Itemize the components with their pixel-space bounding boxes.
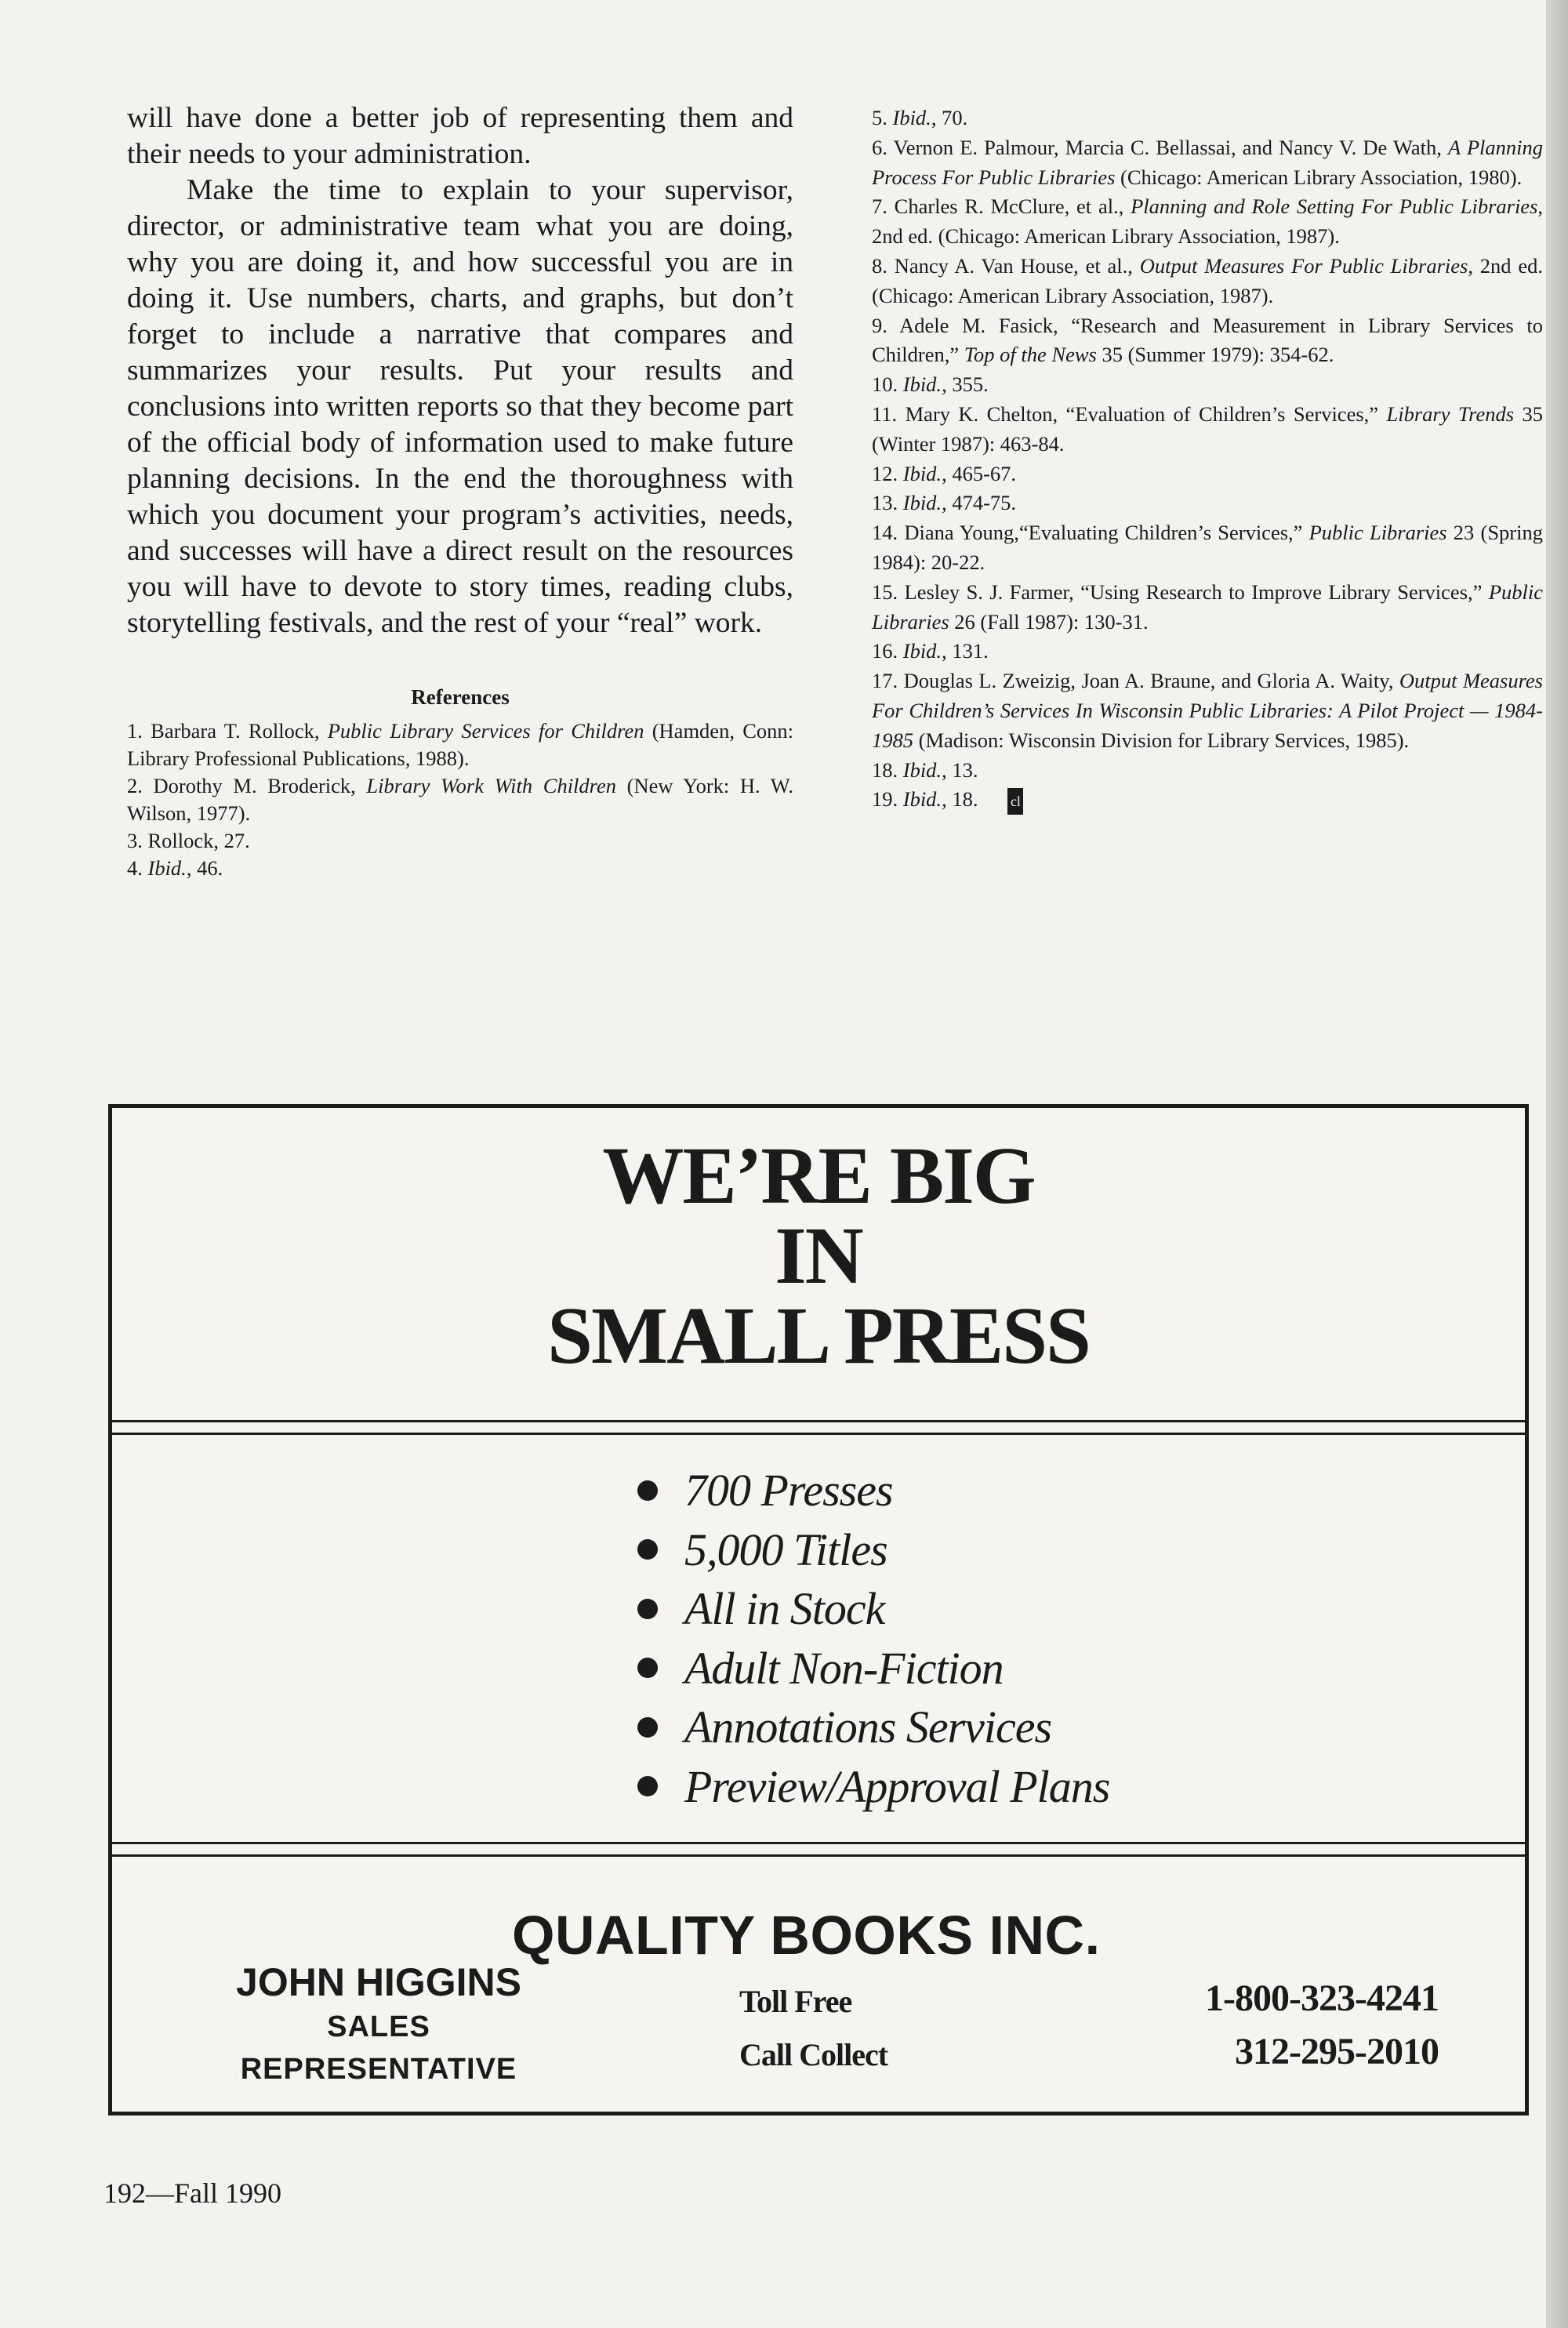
left-column — [127, 100, 793, 882]
reference-text: 35 (Winter 1987): 463-84. — [872, 401, 1543, 456]
reference-number: 9. — [872, 313, 900, 337]
reference-text: (Hamden, Conn: Library Professional Publications, 1988). — [127, 719, 794, 770]
reference-text: Nancy A. Van House, et al., — [894, 253, 1140, 278]
company-name: QUALITY BOOKS INC. — [512, 1905, 1101, 1966]
reference-number: 18. — [872, 757, 903, 782]
divider — [112, 1842, 1525, 1844]
reference-number: 5. — [872, 106, 893, 129]
bullet-icon — [637, 1717, 658, 1738]
reference-text: Lesley S. J. Farmer, “Using Research to Improve Library Services,” — [904, 579, 1489, 604]
reference-text: , 131. — [942, 639, 989, 663]
reference-item — [127, 772, 793, 827]
reference-item — [127, 855, 793, 882]
sales-contact — [198, 1959, 559, 2090]
article-body — [127, 100, 793, 641]
divider — [112, 1433, 1525, 1435]
reference-text: Charles R. McClure, et al., — [894, 194, 1131, 219]
contact-name: JOHN HIGGINS — [236, 1960, 521, 2004]
right-column — [872, 104, 1543, 815]
reference-title: Ibid. — [902, 639, 942, 663]
reference-title: Ibid. — [147, 856, 187, 880]
reference-item — [872, 133, 1543, 193]
reference-item — [872, 400, 1543, 459]
toll-free-label: Toll Free — [739, 1984, 852, 2019]
reference-item — [872, 370, 1543, 400]
reference-item — [872, 666, 1543, 755]
reference-item — [127, 717, 793, 772]
reference-item — [872, 756, 1543, 786]
collect-number: 312-295-2010 — [1235, 2031, 1439, 2072]
reference-text: 35 (Summer 1979): 354-62. — [1096, 343, 1334, 367]
reference-text: , 2nd ed. (Chicago: American Library Association, 1987). — [872, 194, 1544, 249]
references-list — [127, 717, 793, 882]
reference-text: Adele M. Fasick, “Research and Measurement in Library Services to Children,” — [872, 313, 1543, 367]
reference-item — [872, 311, 1543, 371]
reference-title: Public Libraries — [872, 579, 1543, 634]
headline-line: SMALL PRESS — [547, 1291, 1090, 1381]
reference-text: Diana Young,“Evaluating Children’s Services,” — [904, 521, 1309, 545]
reference-text: , 13. — [942, 757, 978, 782]
reference-title: Ibid. — [902, 491, 942, 515]
reference-number: 1. — [127, 719, 151, 743]
reference-number: 10. — [872, 372, 903, 397]
reference-title: Ibid. — [902, 461, 942, 485]
reference-title: Library Work With Children — [366, 774, 617, 797]
paragraph: will have done a better job of representing them and their needs to your administration. — [127, 102, 793, 170]
reference-title: Top of the News — [964, 343, 1097, 367]
reference-text: Barbara T. Rollock, — [151, 719, 328, 743]
feature-list — [637, 1461, 1109, 1816]
reference-number: 11. — [872, 401, 906, 426]
reference-number: 12. — [872, 461, 903, 485]
reference-title: Public Library Services for Children — [327, 719, 644, 743]
headline-line: WE’RE BIG — [602, 1131, 1035, 1221]
references-list-continued — [872, 104, 1543, 815]
headline-line: IN — [775, 1211, 862, 1301]
bullet-icon — [637, 1539, 658, 1560]
phone-labels — [739, 1975, 887, 2082]
reference-number: 16. — [872, 639, 903, 663]
page-folio: 192—Fall 1990 — [103, 2177, 282, 2209]
reference-text: Dorothy M. Broderick, — [153, 774, 367, 797]
reference-text: Vernon E. Palmour, Marcia C. Bellassai, and Nancy V. De Wath, — [893, 135, 1448, 159]
divider — [112, 1420, 1525, 1422]
reference-number: 19. — [872, 787, 903, 812]
toll-free-number: 1-800-323-4241 — [1205, 1978, 1439, 2019]
bullet-icon — [637, 1776, 658, 1796]
reference-title: Public Libraries — [1308, 521, 1447, 545]
reference-number: 7. — [872, 194, 895, 219]
reference-number: 4. — [127, 856, 148, 880]
reference-item — [872, 192, 1543, 252]
feature-item: 700 Presses — [637, 1461, 1109, 1520]
reference-item — [872, 104, 1543, 133]
feature-item: Preview/Approval Plans — [637, 1757, 1109, 1817]
bullet-icon — [637, 1658, 658, 1678]
reference-number: 14. — [872, 521, 905, 545]
reference-text: Rollock, 27. — [147, 829, 250, 852]
reference-text: , 474-75. — [942, 491, 1017, 515]
reference-text: 23 (Spring 1984): 20-22. — [872, 521, 1543, 574]
end-mark-icon: cl — [1007, 788, 1023, 815]
reference-item — [127, 827, 793, 855]
reference-text: Douglas L. Zweizig, Joan A. Braune, and Gloria A. Waity, — [903, 669, 1399, 693]
reference-item — [872, 785, 1543, 815]
reference-title: Output Measures For Public Libraries — [1139, 253, 1468, 278]
reference-text: (Madison: Wisconsin Division for Library Services, 1985). — [913, 728, 1410, 752]
phone-numbers — [1205, 1972, 1439, 2079]
reference-title: Library Trends — [1386, 401, 1515, 426]
reference-text: , 355. — [942, 372, 989, 397]
reference-text: , 465-67. — [942, 461, 1017, 485]
contact-title: REPRESENTATIVE — [240, 2053, 517, 2086]
reference-item — [872, 578, 1543, 637]
feature-item: Annotations Services — [637, 1698, 1109, 1757]
collect-label: Call Collect — [739, 2037, 888, 2072]
bullet-icon — [637, 1599, 658, 1619]
divider — [112, 1854, 1525, 1857]
reference-number: 15. — [872, 579, 905, 604]
ad-headline — [112, 1131, 1525, 1381]
reference-number: 6. — [872, 135, 894, 159]
reference-item — [872, 637, 1543, 666]
reference-text: , 46. — [186, 856, 223, 880]
reference-item — [872, 488, 1543, 518]
feature-item: 5,000 Titles — [637, 1520, 1109, 1580]
reference-text: (Chicago: American Library Association, 1980). — [1115, 165, 1523, 189]
reference-title: Ibid. — [902, 372, 942, 397]
reference-number: 3. — [127, 829, 148, 852]
reference-number: 8. — [872, 253, 895, 278]
feature-item: All in Stock — [637, 1579, 1109, 1639]
reference-number: 13. — [872, 491, 903, 515]
reference-title: Output Measures For Children’s Services In Wisconsin Public Libraries: A Pilot Project — 1984-1985 — [872, 669, 1543, 752]
reference-title: Ibid. — [892, 106, 931, 129]
reference-number: 2. — [127, 774, 154, 797]
reference-text: (New York: H. W. Wilson, 1977). — [127, 774, 793, 825]
reference-item — [872, 459, 1543, 489]
feature-item: Adult Non-Fiction — [637, 1639, 1109, 1698]
reference-text: , 18. — [942, 787, 978, 812]
reference-text: , 2nd ed. (Chicago: American Library Association, 1987). — [872, 253, 1544, 307]
reference-title: Ibid. — [902, 757, 942, 782]
reference-text: 26 (Fall 1987): 130-31. — [949, 609, 1149, 634]
page-edge — [1546, 0, 1568, 2328]
paragraph: Make the time to explain to your supervisor, director, or administrative team what you are doing, why you are doing it, and how successful you are in doing it. Use numbers, charts, and graphs, but don’t forget to include a narrative that compares and summarizes your results. Put your results and conclusions into written reports so that they become part of the official body of information used to make future planning decisions. In the end the thoroughness with which you document your program’s activities, needs, and successes will have a direct result on the resources you will have to devote to story times, reading clubs, storytelling festivals, and the rest of your “real” work. — [127, 174, 793, 639]
reference-title: Ibid. — [902, 787, 942, 812]
reference-title: Planning and Role Setting For Public Libraries — [1131, 194, 1538, 219]
reference-title: A Planning Process For Public Libraries — [872, 135, 1544, 189]
advertisement — [108, 1104, 1529, 2116]
reference-number: 17. — [872, 669, 904, 693]
reference-text: , 70. — [931, 106, 968, 129]
contact-title: SALES — [327, 2010, 430, 2043]
references-heading: References — [411, 685, 510, 709]
reference-text: Mary K. Chelton, “Evaluation of Children’s Services,” — [905, 401, 1387, 426]
reference-item — [872, 252, 1543, 311]
bullet-icon — [637, 1480, 658, 1501]
reference-item — [872, 518, 1543, 578]
